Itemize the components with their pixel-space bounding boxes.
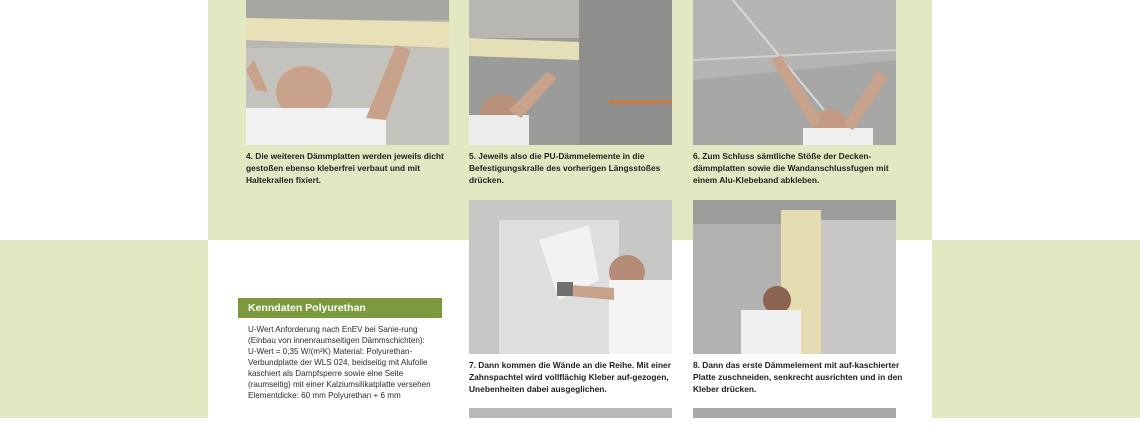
factbox (238, 298, 442, 428)
factbox-body: U-Wert Anforderung nach EnEV bei Sanie-rung (Einbau von innenraumseitigen Dämmschichten): U-Wert = 0,35 W/(m²K) Material: Polyurethan-Verbundplatte der WLS 024, beidseitig mit Alufolie kaschiert als Dampfsperre sowie eine Seite (raumseitig) mit einer Kalziumsilikatplatte versehen Elementdicke: 60 mm Polyurethan + 6 mm (248, 325, 431, 400)
photo-step-7 (469, 200, 672, 354)
photo-step-9 (469, 408, 672, 418)
background-right-panel (932, 240, 1140, 418)
factbox-title: Kenndaten Polyurethan (238, 298, 442, 318)
caption-step-8: 8. Dann das erste Dämmelement mit auf-kaschierter Platte zuschneiden, senkrecht ausrichten und in den Kleber drücken. (693, 360, 903, 394)
caption-step-5: 5. Jeweils also die PU-Dämmelemente in die Befestigungskralle des vorherigen Längsstoßes drücken. (469, 151, 661, 185)
background-left-panel (0, 240, 208, 418)
photo-step-4 (246, 0, 449, 145)
photo-step-10 (693, 408, 896, 418)
caption-step-4: 4. Die weiteren Dämmplatten werden jeweils dicht gestoßen ebenso kleberfrei verbaut und mit Haltekrallen fixiert. (246, 151, 444, 185)
caption-step-6: 6. Zum Schluss sämtliche Stöße der Decken-dämmplatten sowie die Wandanschlussfugen mit einem Alu-Klebeband abkleben. (693, 151, 889, 185)
photo-step-8 (693, 200, 896, 354)
caption-step-7: 7. Dann kommen die Wände an die Reihe. Mit einer Zahnspachtel wird vollflächig Kleber auf-gezogen, Unebenheiten dabei ausgeglichen. (469, 360, 671, 394)
photo-step-6 (693, 0, 896, 145)
photo-step-5 (469, 0, 672, 145)
